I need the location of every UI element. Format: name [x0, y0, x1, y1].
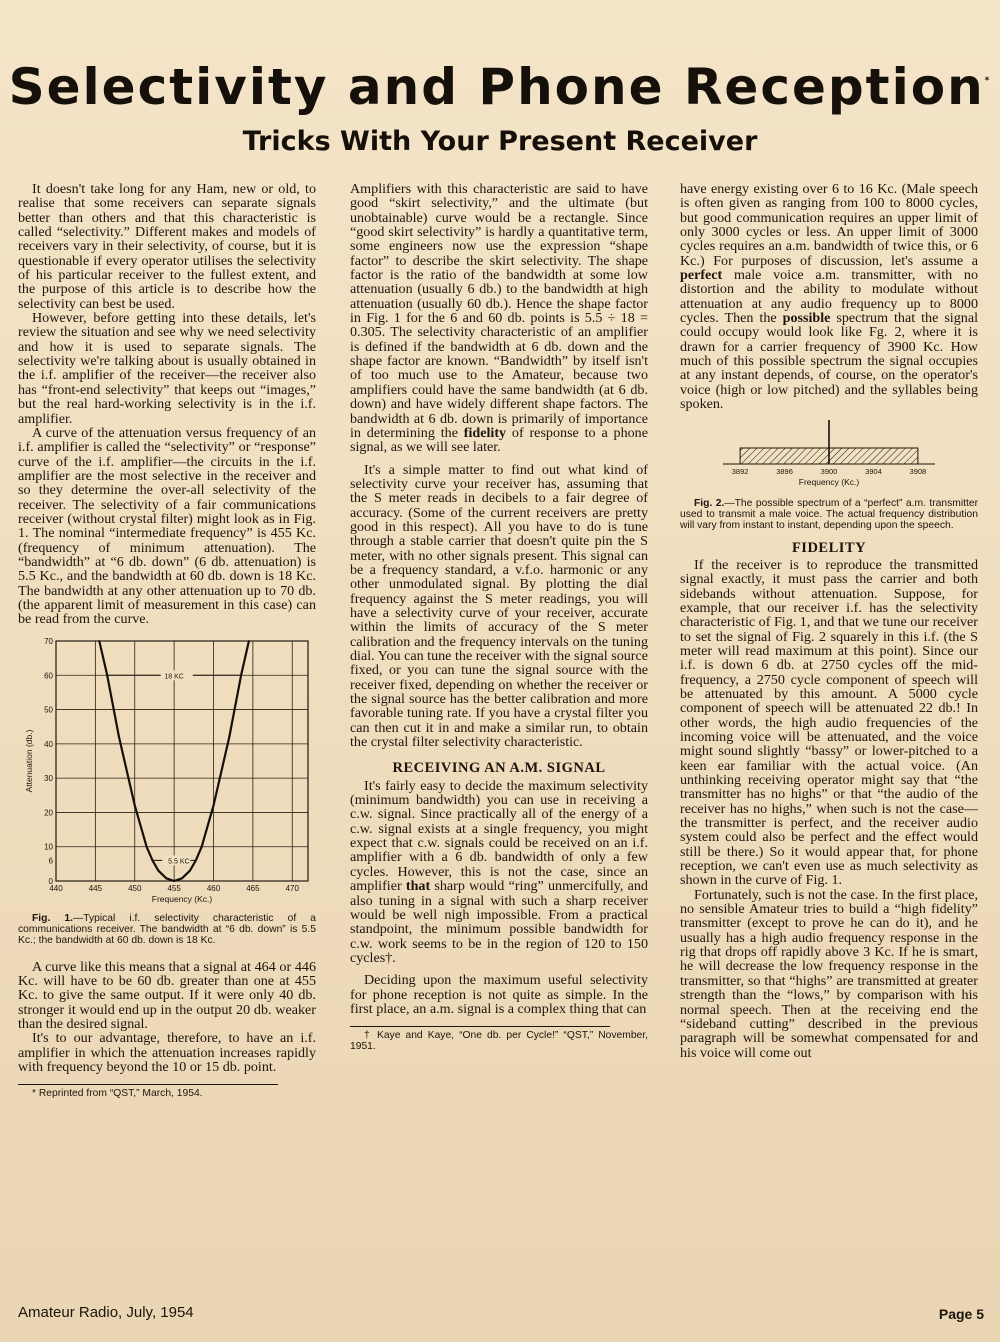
- footnote: * Reprinted from “QST,” March, 1954.: [32, 1088, 203, 1100]
- curve-point: [146, 845, 148, 847]
- x-tick-label: 3896: [776, 466, 793, 476]
- curve-point: [248, 640, 250, 642]
- paragraph: It's to our advantage, therefore, to have an i.f. amplifier in which the attenuation increases rapidly with frequency beyond the 10 or 15 db. point.: [18, 1030, 316, 1076]
- paragraph: have energy existing over 6 to 16 Kc. (Male speech is often given as ranging from 100 to 8000 cycles, but good communication requires an upper limit of only 3000 cycles or less. An upper limit of 3000 cycles requires an a.m. bandwidth of twice this, or 6 Kc.) For purposes of discussion, let's assume a perfect male voice a.m. transmitter, with no distortion and the ability to modulate without attenuation at any audio frequency up to 8000 cycles. Then the possible spectrum that the signal could occupy would look like Fg. 2, where it is drawn for a carrier frequency of 3900 Kc. How much of this possible spectrum the signal occupies at any instant depends, of course, on the operator's voice (high or low pitched) and the syllables being spoken.: [680, 181, 978, 413]
- column-2: [350, 182, 648, 1052]
- x-tick-label: 3908: [909, 466, 927, 476]
- paragraph: It's fairly easy to decide the maximum selectivity (minimum bandwidth) you can use in receiving a c.w. signal. Since practically all of the energy of a c.w. signal exists at a single frequency, you might expect that c.w. signals could be received on an i.f. amplifier with a 6 db. bandwidth of only a few cycles. However, this is not the case, since an amplifier that sharp would “ring” unmercifully, and also tuning in a signal with such a sharp receiver would be well nigh impossible. From a practical standpoint, the minimum possible bandwidth for c.w. work seems to be in the region of 120 to 150 cycles†.: [350, 777, 648, 966]
- footnote: † Kaye and Kaye, “One db. per Cycle!” “QST,” November, 1951.: [350, 1030, 648, 1053]
- paragraph: Amplifiers with this characteristic are said to have good “skirt selectivity,” and the ultimate (but unobtainable) curve would be a rectangle. Since “good skirt selectivity” is hardly a quantitative term, some engineers now use the expression “shape factor” to describe the skirt selectivity. The shape factor is the ratio of the bandwidth at some low attenuation (usually 6 db.) to the bandwidth at high attenuation (usually 60 db.). Hence the shape factor in Fig. 1 for the 6 and 60 db. points is 5.5 ÷ 18 = 0.305. The selectivity characteristic of an amplifier is defined if the bandwidth at 6 db. down and the shape factor are known. “Bandwidth” by itself isn't of too much use to the Amateur, because two amplifiers could have the same bandwidth (at 6 db. down) and have widely different shape factors. The bandwidth at 6 db. down is primarily of importance in determining the fidelity of response to a phone signal, as we will see later.: [350, 181, 648, 456]
- x-tick-label: 450: [128, 883, 142, 893]
- y-tick-label: 20: [44, 808, 53, 818]
- column-3: [680, 182, 978, 1060]
- paragraph: However, before getting into these details, let's review the situation and see why we need selectivity and how it is used to separate signals. The selectivity we're talking about is usually obtained in the i.f. amplifier of the receiver—the receiver also has “front-end selectivity” that keeps out “images,” but the real hard-working selectivity is in the i.f. amplifier.: [18, 310, 316, 427]
- x-axis-label: Frequency (Kc.): [798, 476, 860, 487]
- x-tick-label: 440: [49, 883, 63, 893]
- x-tick-label: 455: [167, 883, 181, 893]
- y-axis-label: Attenuation (db.): [24, 729, 34, 793]
- paragraph: Fortunately, such is not the case. In the first place, no sensible Amateur tries to build a “high fidelity” transmitter (except to prove he can do it), and he usually has a high audio frequency response in the rig that drops off rapidly above 3 Kc. If he is smart, he will decrease the low frequency response in the transmitter, so that “highs” are transmitted at greater strength than the “lows,” by comparison with his normal speech. Then at the receiving end the “sideband cutting” described in the previous paragraph will be somewhat compensated for and his voice will come out: [680, 886, 978, 1061]
- figure-2-caption: Fig. 2.—The possible spectrum of a “perfect” a.m. transmitter used to transmit a male voice. The actual frequency distribution will vary from instant to instant, depending upon the speech.: [680, 497, 978, 531]
- curve-point: [134, 804, 136, 806]
- footnote-divider: [18, 1084, 278, 1085]
- x-tick-label: 465: [246, 883, 260, 893]
- figure-1-caption: Fig. 1.—Typical i.f. selectivity characteristic of a communications receiver. The bandwidth at “6 db. down” is 5.5 Kc.; the bandwidth at 60 db. down is 18 Kc.: [18, 912, 316, 946]
- sideband-block: [829, 448, 918, 464]
- footer-publication: Amateur Radio, July, 1954: [18, 1304, 194, 1321]
- curve-point: [157, 869, 159, 871]
- label-55kc: 5.5 KC: [168, 858, 190, 866]
- x-tick-label: 460: [206, 883, 221, 893]
- article-subtitle: Tricks With Your Present Receiver: [242, 126, 758, 157]
- y-tick-label: 6: [48, 856, 53, 866]
- y-tick-label: 0: [48, 876, 53, 886]
- footnote-divider: [350, 1026, 610, 1027]
- title-footnote-mark: *: [984, 76, 992, 86]
- curve-point: [228, 736, 230, 738]
- paragraph: It's a simple matter to find out what kind of selectivity curve your receiver has, assuming that the S meter reads in decibels to a fair degree of accuracy. (Some of the current receivers are pretty good in this respect). All you have to do is tune through a stable carrier that doesn't quite pin the S meter, with no other signals present. This signal can be a frequency standard, a v.f.o. harmonic or any other unmodulated signal. By plotting the dial frequency against the S meter readings, you will have a selectivity curve of your receiver, accurate within the limits of accuracy of the S meter calibration and the frequency intervals on the tuning dial. You can tune the receiver with the signal source fixed, or you can tune the signal source with the receiver fixed, depending on whether the receiver or the signal source has the better calibration and more favorable tuning rate. If you have a crystal filter you can then cut it in and make a similar run, to obtain the crystal filter selectivity characteristic.: [350, 461, 648, 751]
- x-tick-label: 470: [285, 883, 299, 893]
- footer-page-number: Page 5: [938, 1306, 984, 1322]
- x-tick-label: 445: [88, 883, 103, 893]
- x-tick-label: 3900: [820, 466, 838, 476]
- section-heading: RECEIVING AN A.M. SIGNAL: [392, 760, 606, 777]
- paragraph: Deciding upon the maximum useful selectivity for phone reception is not quite as simple. In the first place, an a.m. signal is a complex thing that can: [350, 972, 648, 1017]
- curve-point: [165, 877, 167, 879]
- curve-point: [213, 804, 215, 806]
- x-tick-label: 3892: [731, 466, 749, 476]
- paragraph: If the receiver is to reproduce the transmitted signal exactly, it must pass the carrier and both sidebands without attenuation. Suppose, for example, that our receiver i.f. has the selectivity characteristic of Fig. 1, and that we tune our receiver to set the signal of Fig. 2 squarely in this i.f. (the S meter will read maximum at this point). Since our i.f. is down 6 db. at 2750 cycles off the mid-frequency, a 2750 cycle component of speech will be attenuated by this amount. A 5000 cycle component of speech will be attenuated 22 db.! In other words, the high audio frequencies of the incoming voice will be attenuated, and the voice might sound slightly “bassy” or lower-pitched to a keen ear familiar with the actual voice. (An unthinking receiving operator might say that “the transmitter has no highs” or that “the audio of the receiver has no highs,” when such is not the case—the transmitter is perfect, and the receiver audio system could also be perfect and the effect would still be there.) So it would appear that, for phone reception, we can't even use as much selectivity as shown in the curve of Fig. 1.: [680, 556, 978, 889]
- sideband-block: [740, 448, 829, 464]
- y-tick-label: 40: [44, 739, 53, 749]
- curve-point: [118, 736, 120, 738]
- y-tick-label: 30: [44, 773, 53, 783]
- y-tick-label: 70: [44, 636, 53, 646]
- paragraph: A curve of the attenuation versus frequency of an i.f. amplifier is called the “selectivity” or “response” curve of the i.f. amplifier—the circuits in the i.f. amplifier are the most selective in the receiver and so they determine the over-all selectivity of the receiver. The selectivity of a fair communications receiver (without crystal filter) might look as in Fig. 1. The nominal “intermediate frequency” is 455 Kc. (frequency of minimum attenuation). The “bandwidth” at “6 db. down” (6 db. attenuation) is 5.5 Kc., and the bandwidth at 60 db. down is 18 Kc. The bandwidth at any other attenuation up to 70 db. (the apparent limit of measurement in this case) can be read from the curve.: [18, 424, 316, 628]
- paragraph: It doesn't take long for any Ham, new or old, to realise that some receivers can separate signals better than others and that this characteristic is called “selectivity.” Different makes and models of receivers vary in their selectivity, of course, but it is questionable if every operator utilises the selectivity of his particular receiver to the fullest extent, and the purpose of this article is to describe how the selectivity can best be used.: [18, 181, 316, 312]
- section-heading: FIDELITY: [791, 539, 867, 556]
- figure-2-spectrum-diagram: [709, 418, 949, 496]
- curve-point: [98, 640, 100, 642]
- curve-point: [173, 880, 175, 882]
- label-18kc: 18 KC: [164, 672, 184, 680]
- curve-point: [189, 869, 191, 871]
- curve-point: [201, 845, 203, 847]
- column-1: [18, 182, 316, 1099]
- x-tick-label: 3904: [865, 466, 882, 476]
- paragraph: A curve like this means that a signal at 464 or 446 Kc. will have to be 60 db. greater than one at 455 Kc. to give the same output. If it were only 40 db. stronger it would end up in the output 20 db. weaker than the desired signal.: [18, 958, 316, 1033]
- y-tick-label: 10: [44, 842, 53, 852]
- y-tick-label: 50: [44, 705, 53, 715]
- y-tick-label: 60: [44, 670, 53, 680]
- figure-1-selectivity-chart: [18, 633, 310, 911]
- article-title: Selectivity and Phone Reception*: [8, 58, 992, 116]
- x-axis-label: Frequency (Kc.): [151, 893, 213, 904]
- curve-point: [181, 877, 183, 879]
